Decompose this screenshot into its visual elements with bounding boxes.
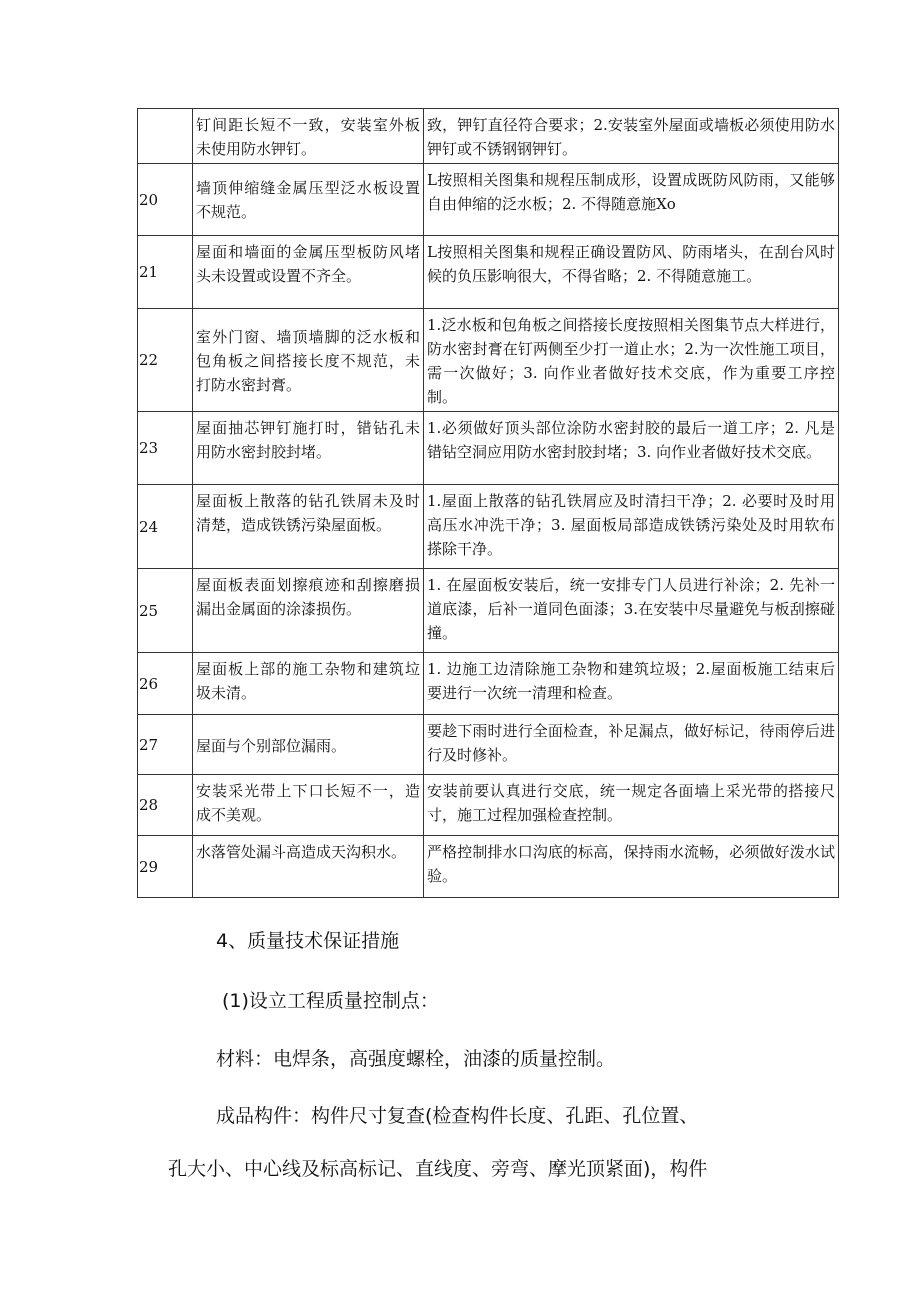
row-number: 25 — [138, 569, 193, 653]
problem-cell: 水落管处漏斗高造成天沟积水。 — [193, 836, 424, 898]
row-number — [138, 109, 193, 164]
measure-cell: 安装前要认真进行交底，统一规定各面墙上采光带的搭接尺寸，施工过程加强检查控制。 — [424, 775, 839, 836]
measure-cell: 1. 边施工边清除施工杂物和建筑垃圾；2.屋面板施工结束后要进行一次统一清理和检查。 — [424, 653, 839, 715]
measure-cell: 致，钾钉直径符合要求；2.安装室外屋面或墙板必须使用防水钾钉或不锈钢钢钾钉。 — [424, 109, 839, 164]
measure-cell: 要趁下雨时进行全面检查，补足漏点，做好标记，待雨停后进行及时修补。 — [424, 715, 839, 775]
problem-cell: 室外门窗、墙顶墙脚的泛水板和包角板之间搭接长度不规范，未打防水密封膏。 — [193, 309, 424, 412]
table-row — [138, 485, 839, 569]
table-row — [138, 775, 839, 836]
measure-cell: 1.必须做好顶头部位涂防水密封胶的最后一道工序；2. 凡是错钻空洞应用防水密封胶封堵；3. 向作业者做好技术交底。 — [424, 412, 839, 485]
row-number: 27 — [138, 715, 193, 775]
row-number: 26 — [138, 653, 193, 715]
table-row — [138, 236, 839, 309]
problem-cell: 屋面板表面划擦痕迹和刮擦磨损漏出金属面的涂漆损伤。 — [193, 569, 424, 653]
measure-cell: 严格控制排水口沟底的标高，保持雨水流畅，必须做好泼水试验。 — [424, 836, 839, 898]
row-number: 22 — [138, 309, 193, 412]
measure-cell: L按照相关图集和规程压制成形，设置成既防风防雨，又能够自由伸缩的泛水板；2. 不得随意施Xo — [424, 164, 839, 236]
quality-problem-table — [137, 108, 839, 898]
row-number: 28 — [138, 775, 193, 836]
table-row — [138, 412, 839, 485]
problem-cell: 屋面板上散落的钻孔铁屑未及时清楚，造成铁锈污染屋面板。 — [193, 485, 424, 569]
table-row — [138, 569, 839, 653]
measure-cell: 1.泛水板和包角板之间搭接长度按照相关图集节点大样进行，防水密封膏在钉两侧至少打一道止水；2.为一次性施工项目，需一次做好；3. 向作业者做好技术交底，作为重要工序控制。 — [424, 309, 839, 412]
section-subheading: (1)设立工程质量控制点： — [222, 990, 439, 1012]
problem-cell: 安装采光带上下口长短不一，造成不美观。 — [193, 775, 424, 836]
table-row — [138, 653, 839, 715]
section-heading: 4、质量技术保证措施 — [216, 930, 400, 952]
table-row — [138, 309, 839, 412]
row-number: 20 — [138, 164, 193, 236]
problem-cell: 屋面板上部的施工杂物和建筑垃圾未清。 — [193, 653, 424, 715]
problem-cell: 屋面抽芯钾钉施打时，错钻孔未用防水密封胶封堵。 — [193, 412, 424, 485]
row-number: 24 — [138, 485, 193, 569]
table-row — [138, 836, 839, 898]
measure-cell: 1.屋面上散落的钻孔铁屑应及时清扫干净；2. 必要时及时用高压水冲洗干净；3. 屋面板局部造成铁锈污染处及时用软布搽除干净。 — [424, 485, 839, 569]
problem-cell: 屋面与个别部位漏雨。 — [193, 715, 424, 775]
table-row — [138, 715, 839, 775]
problem-cell: 屋面和墙面的金属压型板防风堵头未设置或设置不齐全。 — [193, 236, 424, 309]
components-paragraph-line1: 成品构件：构件尺寸复查(检查构件长度、孔距、孔位置、 — [216, 1105, 699, 1127]
measure-cell: 1. 在屋面板安装后，统一安排专门人员进行补涂；2. 先补一道底漆，后补一道同色面漆；3.在安装中尽量避免与板刮擦碰撞。 — [424, 569, 839, 653]
table-row — [138, 109, 839, 164]
measure-cell: L按照相关图集和规程正确设置防风、防雨堵头，在刮台风时候的负压影响很大，不得省略；2. 不得随意施工。 — [424, 236, 839, 309]
row-number: 21 — [138, 236, 193, 309]
row-number: 29 — [138, 836, 193, 898]
components-paragraph-line2: 孔大小、中心线及标高标记、直线度、旁弯、摩光顶紧面)，构件 — [168, 1158, 708, 1180]
row-number: 23 — [138, 412, 193, 485]
table-row — [138, 164, 839, 236]
problem-cell: 钉间距长短不一致，安装室外板未使用防水钾钉。 — [193, 109, 424, 164]
problem-cell: 墙顶伸缩缝金属压型泛水板设置不规范。 — [193, 164, 424, 236]
materials-paragraph: 材料：电焊条，高强度螺栓，油漆的质量控制。 — [216, 1048, 616, 1070]
